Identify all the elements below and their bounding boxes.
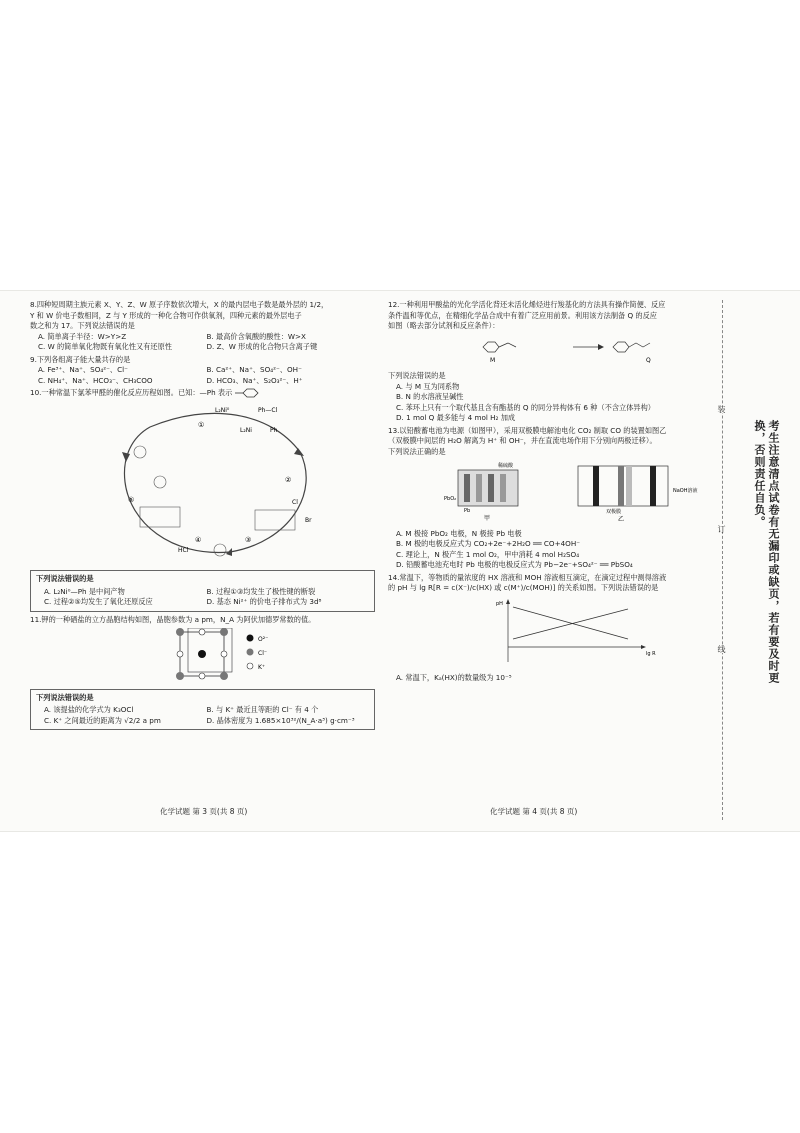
q13-option-b: B. M 极的电极反应式为 CO₂+2e⁻+2H₂O ══ CO+4OH⁻ [396,539,581,548]
svg-text:Cl: Cl [292,498,298,506]
page-4-column [388,300,718,686]
svg-text:Ph: Ph [270,426,278,434]
legend-cl: Cl⁻ [258,650,268,657]
page-4-footer: 化学试题 第 4 页(共 8 页) [490,807,578,816]
q11-options-box: 下列说法错误的是 A. 该提盐的化学式为 K₃OCl B. 与 K⁺ 最近且等距的 Cl⁻ 有 4 个 C. K⁺ 之间最近的距离为 √2/2 a pm D. 晶体密度为 1.685×10³²/(N_A·a³) g·cm⁻³ [30,689,375,731]
q8-option-a: A. 简单离子半径：W>Y>Z [38,331,127,341]
q10-option-c: C. 过程②⑤均发生了氧化还原反应 [44,597,153,606]
q13-option-a: A. M 极接 PbO₂ 电极，N 极接 Pb 电极 [396,528,522,538]
label-jia: 甲 [484,515,491,522]
q10-options-box: 下列说法错误的是 A. L₂Ni⁰—Ph 是中间产物 B. 过程①③均发生了极性键的断裂 C. 过程②⑤均发生了氧化还原反应 D. 基态 Ni²⁺ 的价电子排布式为 3d⁸ [30,570,375,612]
q12-option-a: A. 与 M 互为同系物 [396,381,460,391]
electrolysis-diagram [428,460,728,522]
label-l2ni0: L₂Ni⁰ [215,406,230,414]
label-ph-cl: Ph—Cl [258,406,278,414]
label-m: M [490,356,496,364]
svg-text:PbO₂: PbO₂ [444,496,457,502]
q11-option-d: D. 晶体密度为 1.685×10³²/(N_A·a³) g·cm⁻³ [206,715,355,725]
label-hcl: HCl [178,546,189,554]
reaction-scheme [478,335,678,365]
legend-k: K⁺ [258,664,266,671]
q11-option-c: C. K⁺ 之间最近的距离为 √2/2 a pm [44,715,161,725]
svg-text:Pb: Pb [464,508,471,514]
q11-option-b: B. 与 K⁺ 最近且等距的 Cl⁻ 有 4 个 [206,705,319,714]
phenyl-icon [235,388,261,398]
step-4-label: ④ [195,535,202,544]
q9-option-c: C. NH₄⁺、Na⁺、HCO₃⁻、CH₃COO [38,375,153,385]
q11-option-a: A. 该提盐的化学式为 K₃OCl [44,705,134,714]
q9-option-b: B. Ca²⁺、Na⁺、SO₄²⁻、OH⁻ [206,365,302,374]
q9-option-d: D. HCO₃、Na⁺、S₂O₃²⁻、H⁺ [206,375,303,385]
svg-text:L₂Ni: L₂Ni [240,426,252,434]
step-1-label: ① [198,420,205,429]
crystal-cell-diagram [170,628,370,680]
label-q: Q [646,356,651,364]
question-13: 13.以铅酸蓄电池为电源（如图甲），采用双极膜电解池电化 CO₂ 制取 CO 的装置如图乙 （双极膜中间层的 H₂O 解离为 H⁺ 和 OH⁻，并在直流电场作用下分别向两极迁移）。 下列说法正确的是 稀硫酸 PbO₂ Pb 甲 双极膜 NaOH溶液 乙 A. M 极接 PbO₂ 电极，N 极接 Pb 电极 B. M 极的电极反应式为 CO₂+2e⁻+2H₂O ══ CO+4OH⁻ C. 理论上，N 极产生 1 mol O₂，甲中消耗 4 mol H₂SO₄ D. 铅酸蓄电池充电时 Pb 电极的电极反应式为 Pb−2e⁻+SO₄²⁻ ══ PbSO₄ [388,426,718,571]
q8-option-b: B. 最高价含氧酸的酸性：W>X [206,331,306,341]
question-12: 12.一种利用甲酸盐的光化学活化背还未活化烯烃进行羧基化的方法具有操作简便、反应 条件温和等优点，在精细化学品合成中有着广泛应用前景。利用该方法制备 Q 的反应 如图（略去部分试剂和反应条件）： M Q 下列说法错误的是 A. 与 M 互为同系物 B. N 的水溶液呈碱性 C. 苯环上只有一个取代基且含有酯基的 Q 的同分异构体有 6 种（不含立体异构） D. 1 mol Q 最多能与 4 mol H₂ 加成 [388,300,718,424]
q9-option-a: A. Fe³⁺、Na⁺、SO₄²⁻、Cl⁻ [38,365,128,374]
q8-option-d: D. Z、W 形成的化合物只含离子键 [206,342,318,351]
binding-mark-zhuang: 装 [717,405,726,413]
question-8: 8.四种短周期主族元素 X、Y、Z、W 原子序数依次增大，X 的最内层电子数是最外层的 1/2， Y 和 W 价电子数相同，Z 与 Y 形成的一种化合物可作供氧剂，四种元素的最外层电子 数之和为 17。下列说法错误的是 A. 简单离子半径：W>Y>Z B. 最高价含氧酸的酸性：W>X C. W 的简单氧化物既有氧化性又有还原性 D. Z、W 形成的化合物只含离子键 [30,300,375,353]
question-14: 14.常温下，等物质的量浓度的 HX 溶液和 MOH 溶液相互滴定，在滴定过程中测得溶液 的 pH 与 lg R[R = c(X⁻)/c(HX) 或 c(M⁺)/c(MOH)] 的关系如图。下列说法错误的是 pH lg R A. 常温下，Kₐ(HX)的数量级为 10⁻⁵ [388,573,718,684]
step-3-label: ③ [245,535,252,544]
ph-lgr-graph [468,597,668,667]
q13-option-c: C. 理论上，N 极产生 1 mol O₂，甲中消耗 4 mol H₂SO₄ [396,549,580,559]
binding-mark-ding: 订 [717,525,726,533]
q12-option-c: C. 苯环上只有一个取代基且含有酯基的 Q 的同分异构体有 6 种（不含立体异构） [396,402,655,412]
binding-mark-xian: 线 [717,645,726,653]
legend-o: O²⁻ [258,636,269,643]
question-11: 11.钾的一种硒盐的立方晶胞结构如图，晶胞参数为 a pm，N_A 为阿伏加德罗常数的值。 O²⁻ Cl⁻ K⁺ 下列说法错误的是 A. 该提盐的化学式为 K₃OCl B. 与 K⁺ 最近且等距的 Cl⁻ 有 4 个 C. K⁺ 之间最近的距离为 √2/2 a pm D. 晶体密度为 1.685×10³²/(N_A·a³) g·cm⁻³ [30,615,375,731]
q8-option-c: C. W 的简单氧化物既有氧化性又有还原性 [38,342,172,351]
page-3-column [30,300,375,733]
binding-line [722,300,723,820]
label-yi: 乙 [618,516,625,522]
svg-text:NaOH溶液: NaOH溶液 [673,488,698,494]
q12-option-d: D. 1 mol Q 最多能与 4 mol H₂ 加成 [396,413,516,422]
q12-option-b: B. N 的水溶液呈碱性 [396,392,464,401]
q10-option-a: A. L₂Ni⁰—Ph 是中间产物 [44,586,125,596]
q10-option-b: B. 过程①③均发生了极性键的断裂 [206,586,316,596]
step-5-label: ⑤ [128,495,135,504]
svg-text:Br: Br [305,516,312,524]
page-3-footer: 化学试题 第 3 页(共 8 页) [160,807,248,816]
q14-option-a: A. 常温下，Kₐ(HX)的数量级为 10⁻⁵ [396,673,512,682]
question-10: 10.一种常温下氯苯甲醛的催化反应历程如图。已知：—Ph 表示 L₂Ni⁰ Ph—Cl ① ② ③ ④ ⑤ HCl L₂Ni Ph Cl Br 下列说法错误的是 A. L₂Ni⁰—Ph 是中间产物 B. 过程①③均发生了极性键的断裂 C. 过程②⑤均发生了氧化还原反应 D. 基态 Ni²⁺ 的价电子排布式为 3d⁸ [30,388,375,612]
q13-option-d: D. 铅酸蓄电池充电时 Pb 电极的电极反应式为 Pb−2e⁻+SO₄²⁻ ══ PbSO₄ [396,560,633,569]
examinee-notice: 考生注意清点试卷有无漏印或缺页，若有要及时更换，否则责任自负。 [753,420,780,684]
q10-option-d: D. 基态 Ni²⁺ 的价电子排布式为 3d⁸ [206,597,322,606]
y-axis-label: pH [496,600,503,607]
x-axis-label: lg R [646,650,656,657]
question-9: 9.下列各组离子能大量共存的是 A. Fe³⁺、Na⁺、SO₄²⁻、Cl⁻ B. Ca²⁺、Na⁺、SO₄²⁻、OH⁻ C. NH₄⁺、Na⁺、HCO₃⁻、CH₃COO D. HCO₃、Na⁺、S₂O₃²⁻、H⁺ [30,355,375,387]
catalytic-cycle-diagram [80,402,360,562]
step-2-label: ② [285,475,292,484]
svg-text:双极膜: 双极膜 [606,509,622,515]
svg-text:稀硫酸: 稀硫酸 [498,463,514,469]
